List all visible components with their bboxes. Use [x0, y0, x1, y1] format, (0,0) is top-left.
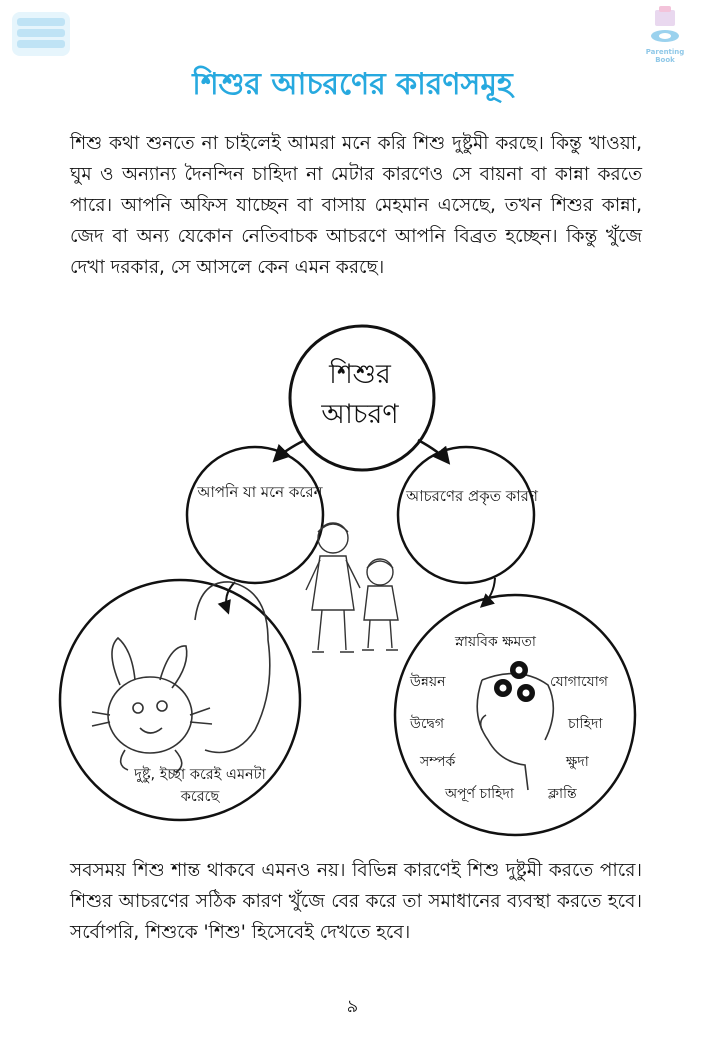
page-number: ৯: [346, 996, 359, 1017]
word-development: উন্নয়ন: [410, 674, 446, 690]
center-label: শিশুর আচরণ: [321, 359, 399, 430]
word-unmet-needs: অপূর্ণ চাহিদা: [445, 786, 514, 802]
page-title: শিশুর আচরণের কারণসমূহ: [192, 67, 513, 102]
left-node-label: আপনি যা মনে করেন: [197, 483, 323, 501]
parenting-brand: Parenting Book: [645, 48, 685, 64]
arrow-left-down: [226, 582, 235, 612]
word-hunger: ক্ষুদা: [566, 754, 589, 770]
word-communication: যোগাযোগ: [550, 674, 608, 690]
word-fatigue: ক্লান্তি: [548, 786, 577, 802]
rabbit-illustration: [92, 582, 270, 772]
word-anxiety: উদ্বেগ: [410, 716, 445, 732]
head-gears-illustration: [477, 674, 553, 790]
behavior-diagram: [0, 320, 705, 850]
closing-paragraph: সবসময় শিশু শান্ত থাকবে এমনও নয়। বিভিন্ন কারণেই শিশু দুষ্টুমী করতে পারে। শিশুর আচরণের সঠিক কারণ খুঁজে বের করে তা সমাধানের ব্যবস্থা করতে হবে। সর্বোপরি, শিশুকে 'শিশু' হিসেবেই দেখতে হবে।: [70, 860, 642, 943]
children-illustration: [306, 523, 398, 652]
intro-paragraph: শিশু কথা শুনতে না চাইলেই আমরা মনে করি শিশু দুষ্টুমী করছে। কিন্তু খাওয়া, ঘুম ও অন্যান্য দৈনন্দিন চাহিদা না মেটার কারণেও সে বায়না বা কান্না করতে পারে। আপনি অফিস যাচ্ছেন বা বাসায় মেহমান এসেছে, তখন শিশুর কান্না, জেদ বা অন্য যেকোন নেতিবাচক আচরণে আপনি বিব্রত হচ্ছেন। কিন্তু খুঁজে দেখা দরকার, সে আসলে কেন এমন করছে।: [70, 133, 642, 278]
left-node: [187, 447, 323, 583]
gear-icons: [494, 661, 535, 702]
book-series-logo: [10, 8, 72, 60]
arrow-right-down: [482, 578, 495, 606]
word-relationship: সম্পর্ক: [420, 754, 456, 770]
word-needs: চাহিদা: [568, 716, 603, 732]
right-node: [398, 447, 534, 583]
left-result-label: দুষ্টু, ইচ্ছা করেই এমনটা করেছে: [134, 767, 266, 805]
word-neural: স্নায়বিক ক্ষমতা: [455, 634, 536, 650]
right-node-label: আচরণের প্রকৃত কারণ: [406, 487, 538, 505]
